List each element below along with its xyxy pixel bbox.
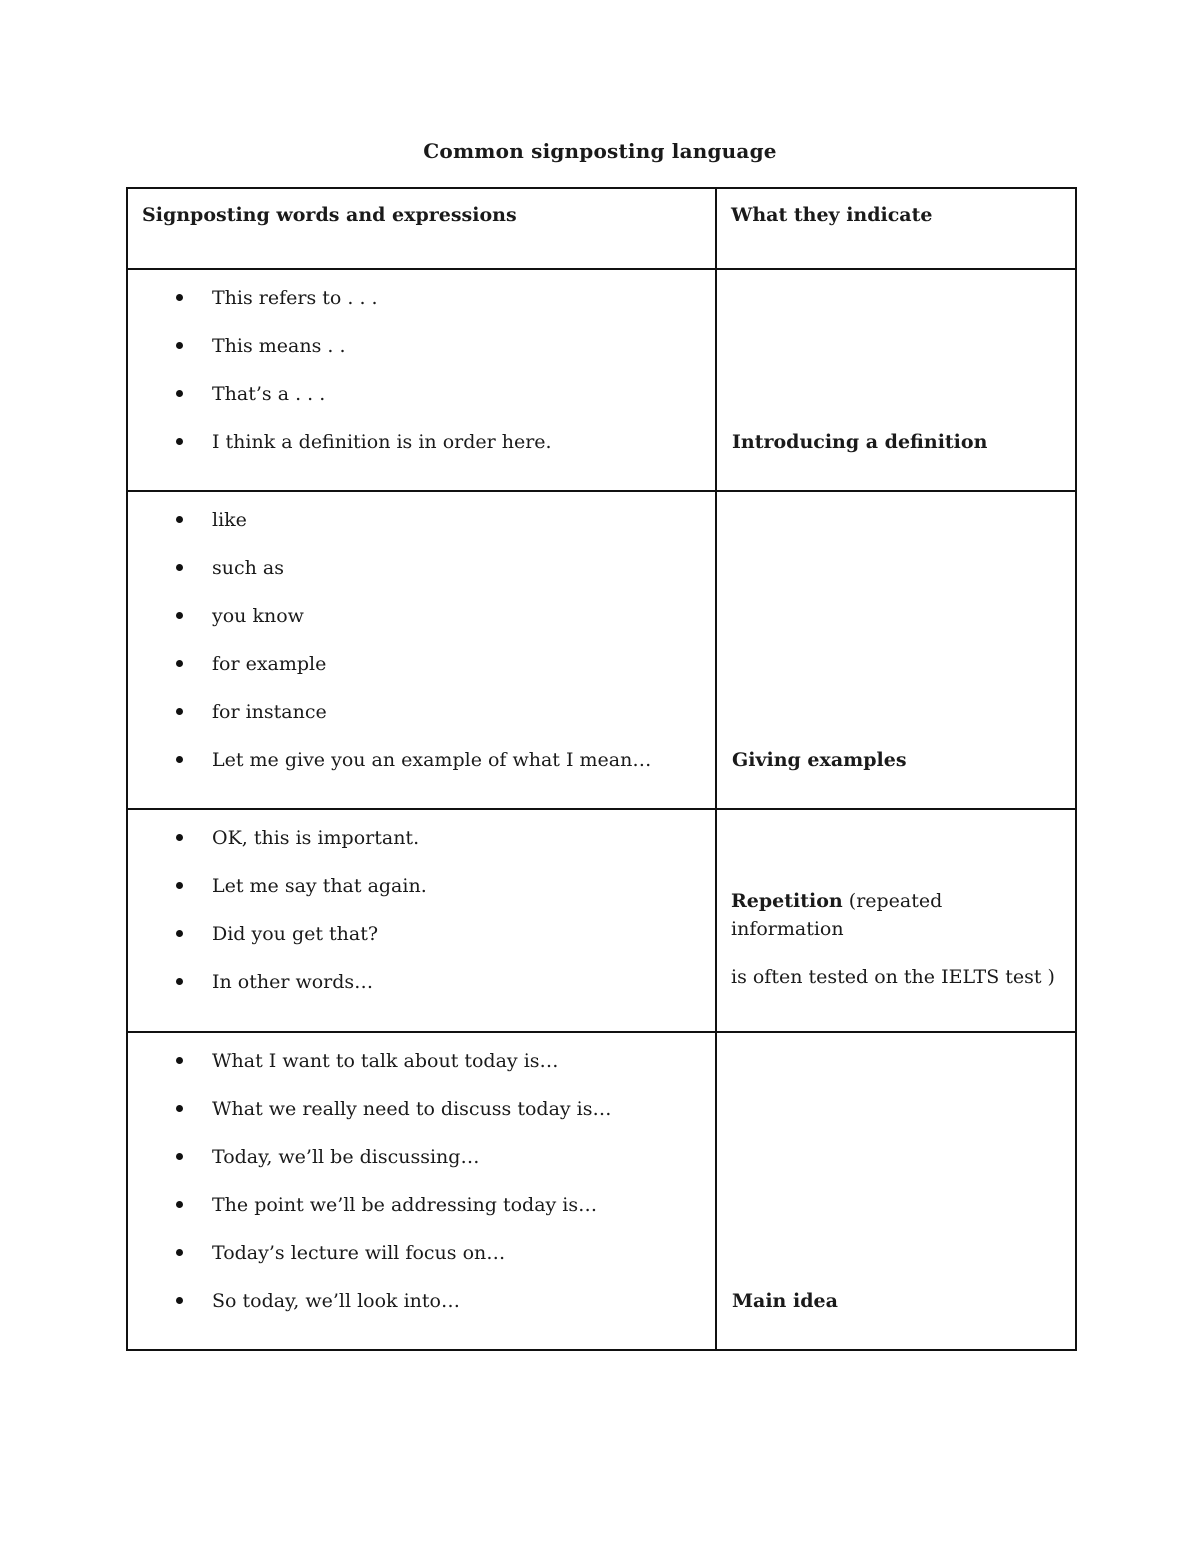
list-item: Did you get that? [128,918,715,966]
header-cell-indicate [716,188,1076,269]
indicates-cell [716,809,1076,1032]
table-row [127,1032,1076,1350]
repetition-line-1 [731,887,1065,915]
indicates-repetition [731,887,1065,991]
indicates-definition: Introducing a definition [732,431,988,453]
expression-list [128,270,715,474]
list-item: That’s a . . . [128,378,715,426]
list-item: So today, we’ll look into… [128,1285,715,1333]
expression-list [128,1033,715,1333]
list-item: Today’s lecture will focus on… [128,1237,715,1285]
page-title: Common signposting language [423,139,777,163]
indicates-main-idea: Main idea [732,1290,838,1312]
list-item: Let me say that again. [128,870,715,918]
expressions-cell [127,1032,716,1350]
repetition-note: (repeated [848,890,943,912]
expressions-cell [127,269,716,491]
list-item: The point we’ll be addressing today is… [128,1189,715,1237]
table-row [127,269,1076,491]
list-item: This means . . [128,330,715,378]
indicates-cell [716,1032,1076,1350]
indicates-examples: Giving examples [732,749,907,771]
header-expressions-label: Signposting words and expressions [142,204,517,226]
list-item: OK, this is important. [128,822,715,870]
expression-list [128,492,715,792]
header-cell-expressions [127,188,716,269]
list-item: like [128,504,715,552]
signposting-table [126,187,1077,1351]
list-item: you know [128,600,715,648]
list-item: such as [128,552,715,600]
list-item: What I want to talk about today is… [128,1045,715,1093]
expressions-cell [127,809,716,1032]
table-row [127,491,1076,809]
header-indicate-label: What they indicate [731,204,933,226]
list-item: Today, we’ll be discussing… [128,1141,715,1189]
indicates-cell [716,491,1076,809]
repetition-line-3: is often tested on the IELTS test ) [731,966,1055,988]
repetition-line-2: information [731,918,844,940]
list-item: for instance [128,696,715,744]
list-item: This refers to . . . [128,282,715,330]
indicates-cell [716,269,1076,491]
expressions-cell [127,491,716,809]
list-item: Let me give you an example of what I mean… [128,744,715,792]
list-item: What we really need to discuss today is… [128,1093,715,1141]
expression-list [128,810,715,1014]
list-item: for example [128,648,715,696]
table-header-row [127,188,1076,269]
list-item: In other words… [128,966,715,1014]
list-item: I think a definition is in order here. [128,426,715,474]
repetition-label: Repetition [731,890,843,912]
table-row [127,809,1076,1032]
